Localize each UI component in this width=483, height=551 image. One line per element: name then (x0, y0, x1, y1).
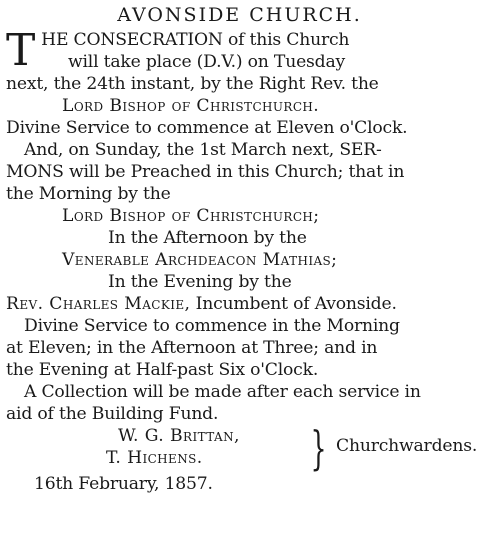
preacher-evening-line (6, 293, 473, 315)
sermons-paragraph (6, 139, 473, 315)
text-line: next, the 24th instant, by the Right Rev. the (6, 74, 379, 94)
notice-heading: AVONSIDE CHURCH. (117, 4, 362, 26)
service-time-line: Divine Service to commence at Eleven o'Clock. (6, 118, 408, 138)
brace-glyph: } (310, 421, 327, 475)
text-line: And, on Sunday, the 1st March next, SER- (24, 140, 382, 160)
signatory-name: T. Hichens. (106, 448, 203, 468)
churchwardens-label: Churchwardens. (336, 436, 478, 456)
signature-block (6, 421, 478, 475)
preacher-afternoon: Venerable Archdeacon Mathias; (62, 250, 338, 270)
drop-cap: T (6, 25, 36, 76)
text-line: at Eleven; in the Afternoon at Three; and in (6, 338, 378, 358)
preacher-morning: Lord Bishop of Christchurch; (62, 206, 320, 226)
text-line: the Evening at Half-past Six o'Clock. (6, 360, 319, 380)
text-line: In the Evening by the (108, 272, 292, 292)
text-line: A Collection will be made after each service in (24, 382, 421, 402)
incumbent-text: Incumbent of Avonside. (190, 294, 397, 314)
text-line: Divine Service to commence in the Morning (24, 316, 400, 336)
text-line: aid of the Building Fund. (6, 404, 219, 424)
collection-paragraph (6, 381, 473, 425)
consecration-paragraph (6, 25, 473, 117)
preacher-evening: Rev. Charles Mackie, (6, 294, 191, 314)
notice-date: 16th February, 1857. (34, 474, 213, 494)
text-line: will take place (D.V.) on Tuesday (68, 52, 346, 72)
text-line: In the Afternoon by the (108, 228, 307, 248)
text-line: HE CONSECRATION of this Church (41, 30, 350, 50)
bishop-name: Lord Bishop of Christchurch. (62, 96, 320, 116)
signatory-name: W. G. Brittan, (118, 426, 240, 446)
text-line: MONS will be Preached in this Church; that in (6, 162, 405, 182)
text-line: the Morning by the (6, 184, 171, 204)
signatory-names (6, 425, 306, 469)
service-times-paragraph (6, 315, 473, 381)
